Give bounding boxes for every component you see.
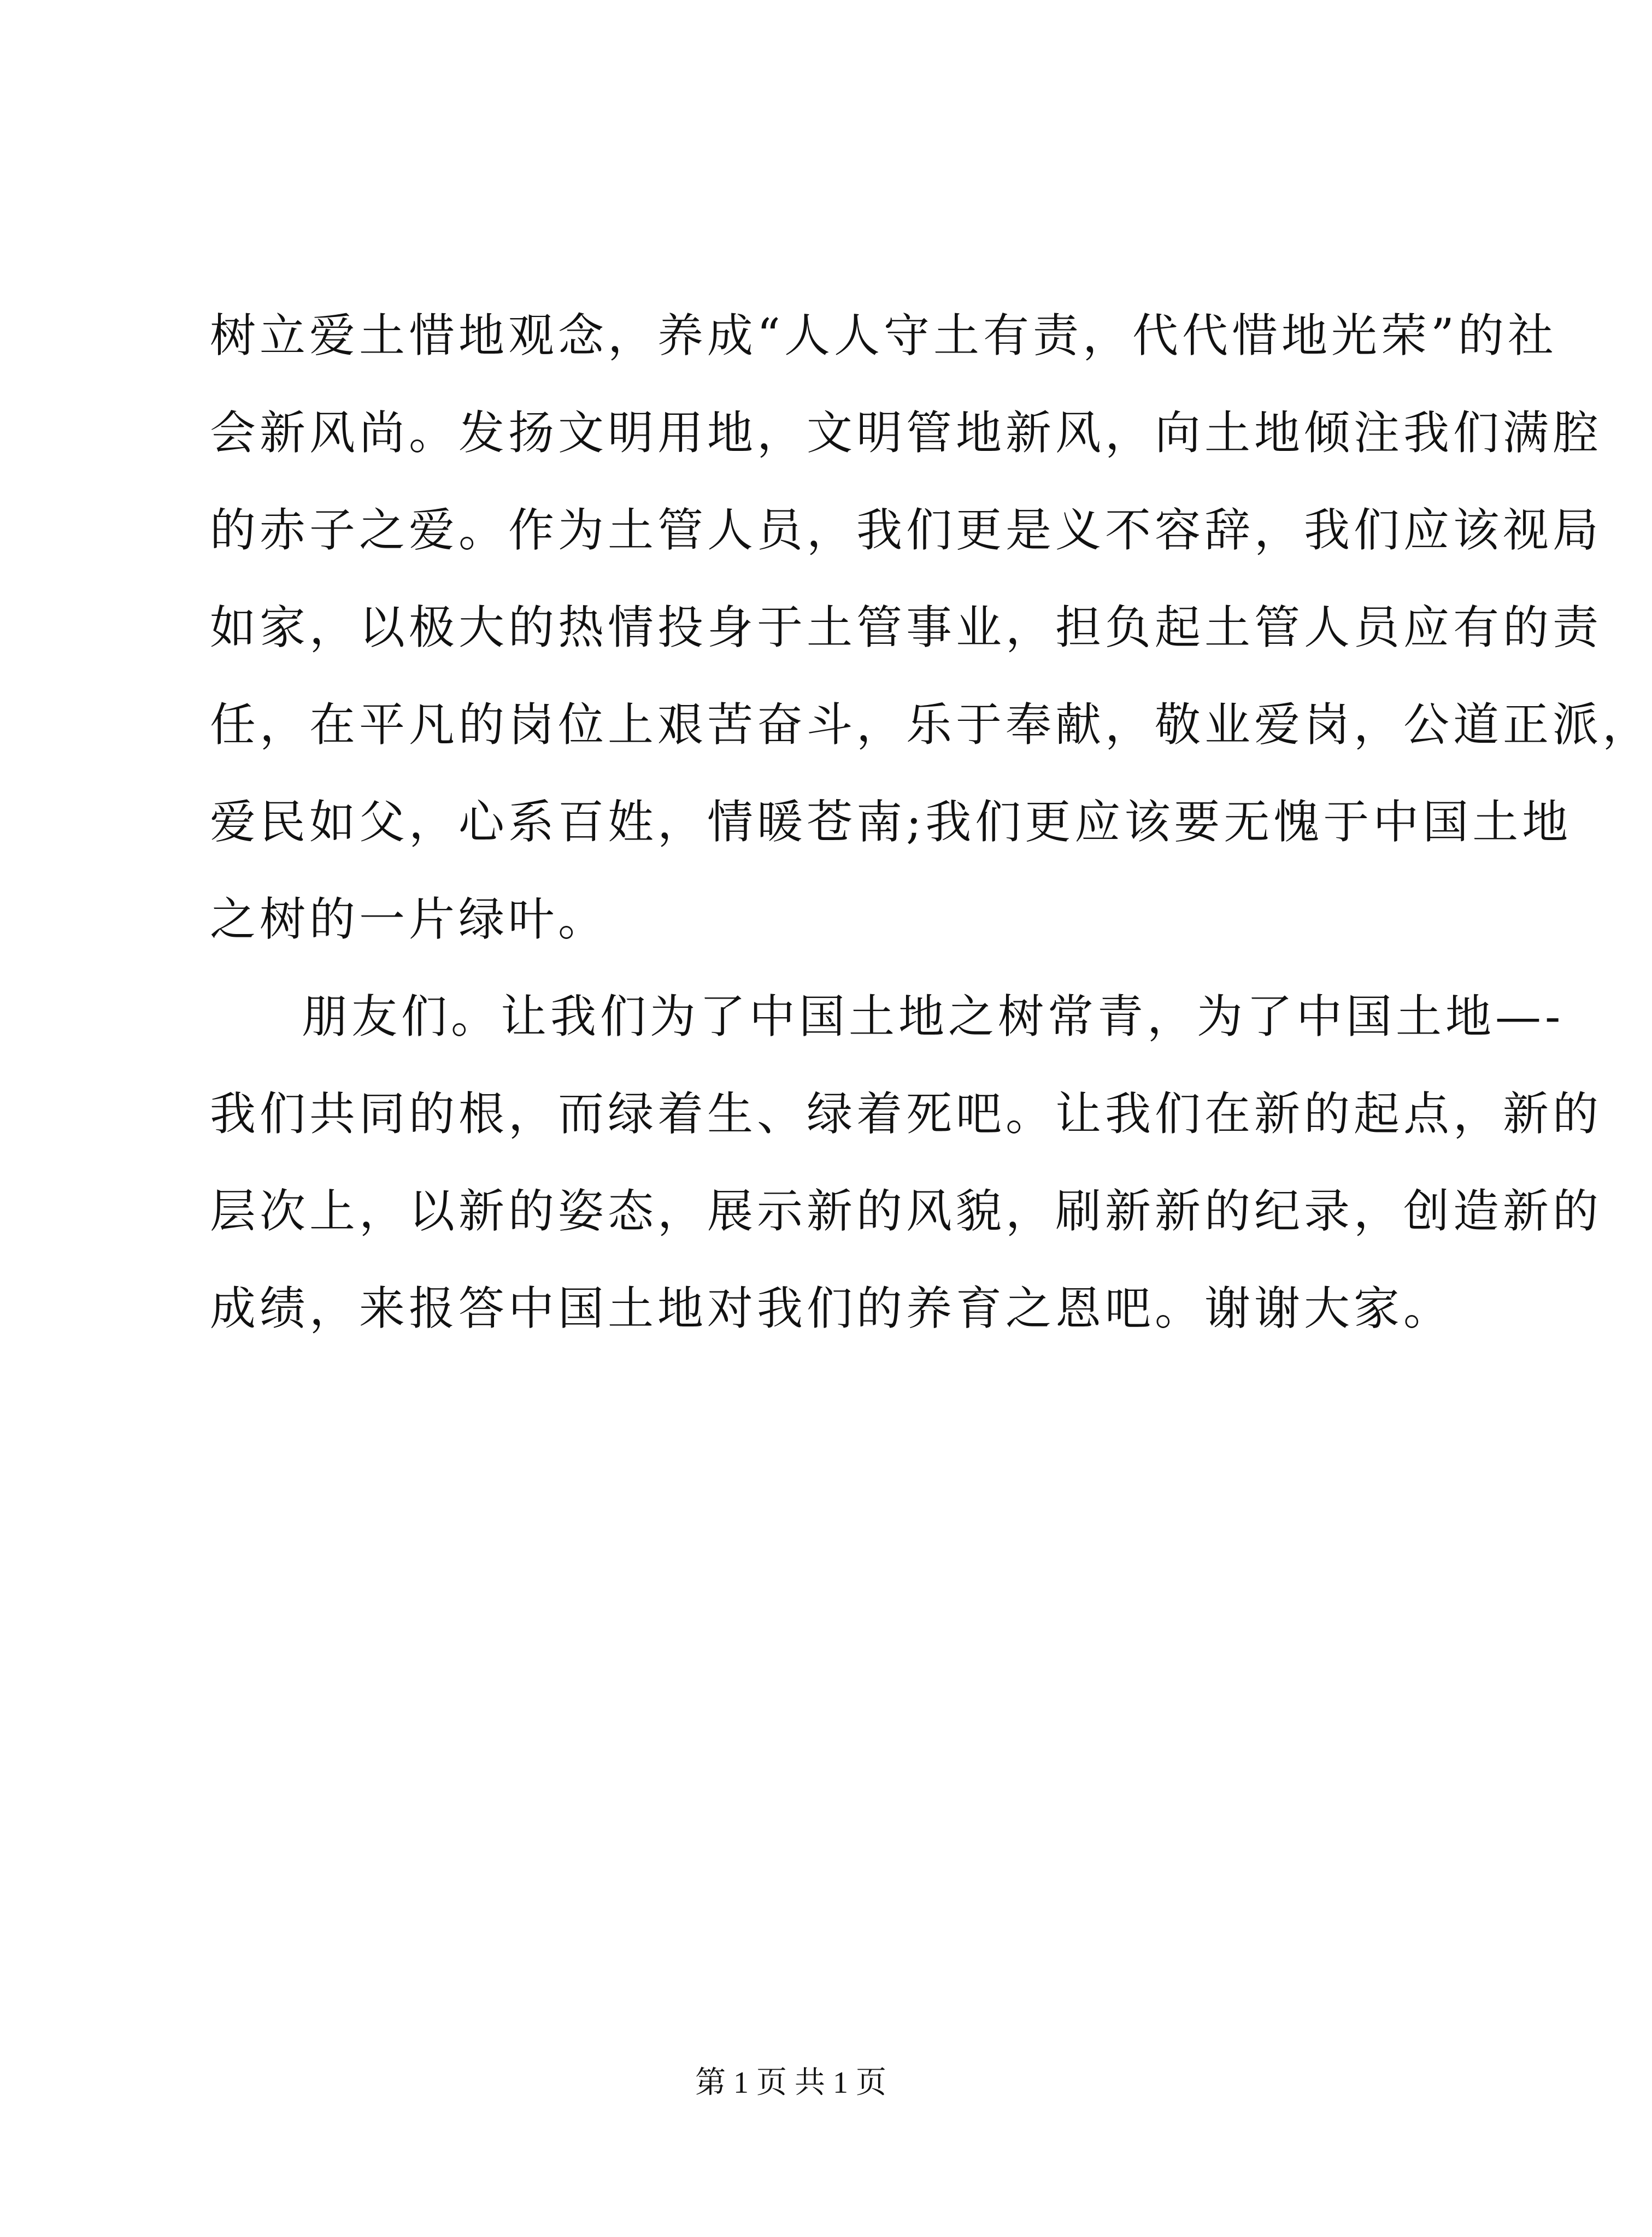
- paragraph-line: 我们共同的根，而绿着生、绿着死吧。让我们在新的起点，新的: [210, 1087, 1603, 1141]
- paragraph-line: 树立爱土惜地观念，养成“人人守土有责，代代惜地光荣”的社: [210, 309, 1557, 362]
- paragraph-line: 任，在平凡的岗位上艰苦奋斗，乐于奉献，敬业爱岗，公道正派，: [210, 698, 1652, 751]
- paragraph-2: [210, 968, 1603, 1357]
- page-number-footer: 第 1 页 共 1 页: [695, 2066, 886, 2100]
- paragraph-line: 如家，以极大的热情投身于土管事业，担负起土管人员应有的责: [210, 601, 1603, 654]
- paragraph-line: 会新风尚。发扬文明用地，文明管地新风，向土地倾注我们满腔: [210, 406, 1603, 460]
- paragraph-line: 成绩，来报答中国土地对我们的养育之恩吧。谢谢大家。: [210, 1282, 1454, 1335]
- paragraph-line: 的赤子之爱。作为土管人员，我们更是义不容辞，我们应该视局: [210, 503, 1603, 557]
- paragraph-line: 爱民如父，心系百姓，情暖苍南;我们更应该要无愧于中国土地: [210, 795, 1572, 849]
- paragraph-line: 朋友们。让我们为了中国土地之树常青，为了中国土地—-: [302, 990, 1565, 1043]
- document-body: [210, 287, 1652, 1357]
- paragraph-line: 层次上，以新的姿态，展示新的风貌，刷新新的纪录，创造新的: [210, 1184, 1603, 1238]
- paragraph-1: [210, 287, 1652, 968]
- paragraph-line: 之树的一片绿叶。: [210, 893, 608, 946]
